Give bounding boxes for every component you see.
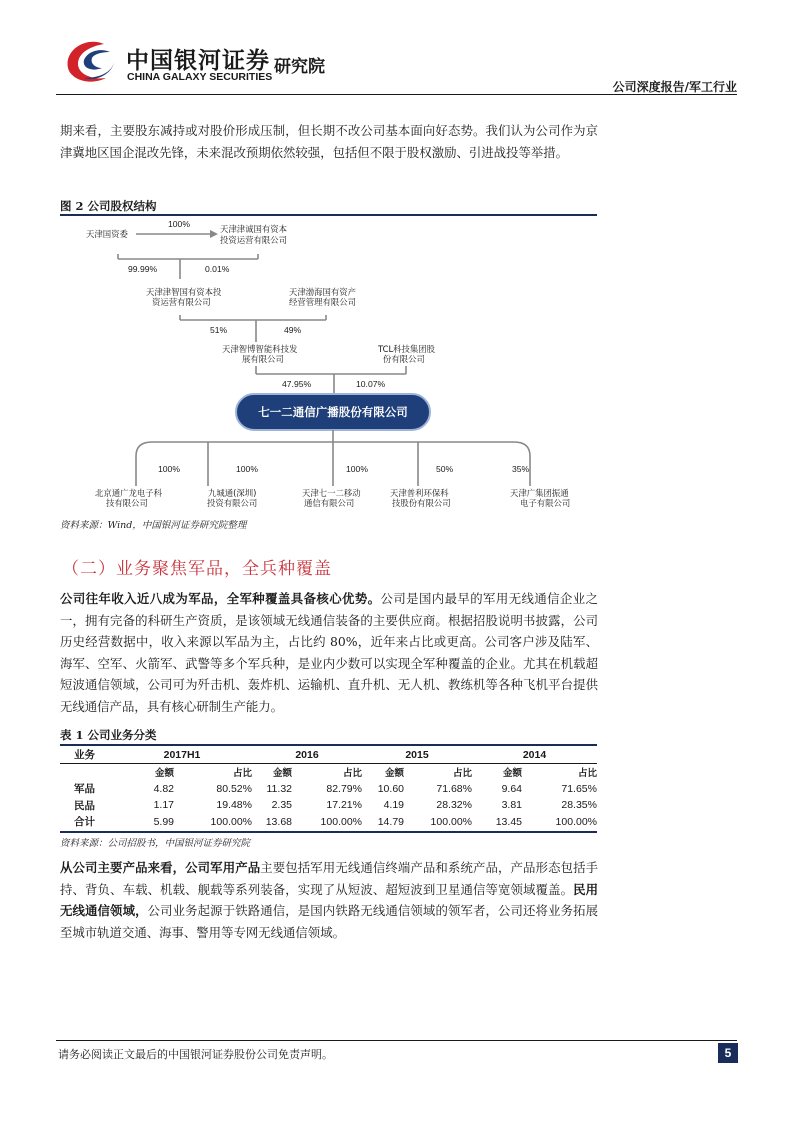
table-source: 资料来源：公司招股书，中国银河证券研究院 <box>60 838 251 849</box>
paragraph-military-revenue <box>60 588 598 717</box>
pct-jincheng-jinzhi: 0.01% <box>205 264 230 274</box>
table-cell: 13.68 <box>265 815 292 828</box>
table-cell: 9.64 <box>501 782 522 795</box>
table-header-years <box>60 746 597 764</box>
paragraph-products <box>60 857 598 943</box>
pct-zhibo-company: 47.95% <box>282 379 312 389</box>
node-jinzhi-line1: 天津津智国有资本投 <box>146 287 222 297</box>
table-cell: 71.68% <box>436 782 472 795</box>
table-header-metrics <box>60 764 597 781</box>
brand-name-cn: 中国银河证券 <box>126 48 270 74</box>
table-cell: 82.79% <box>326 782 362 795</box>
table-row <box>60 781 597 798</box>
node-sub4-line1: 天津普利环保科 <box>390 488 449 498</box>
table-cell: 100.00% <box>210 815 252 828</box>
figure-title: 图 2 公司股权结构 <box>60 199 157 213</box>
header-share: 占比 <box>232 768 252 780</box>
table-cell: 100.00% <box>430 815 472 828</box>
table-cell: 4.19 <box>383 799 404 812</box>
pct-sasac-jincheng: 100% <box>168 219 190 229</box>
paragraph-body: 主要包括军用无线通信终端产品和系统产品，产品形态包括手持、背负、车载、机载、舰载等系列装备，实现了从短波、超短波到卫星通信等宽领域覆盖。 <box>60 860 599 897</box>
arrow-head-icon <box>210 230 218 238</box>
footer-divider <box>56 1040 737 1041</box>
table-cell: 5.99 <box>153 815 174 828</box>
pct-sasac-jinzhi: 99.99% <box>128 264 158 274</box>
pct-bohai-zhibo: 49% <box>284 325 302 335</box>
equity-structure-diagram <box>60 216 600 516</box>
pct-sub1: 100% <box>158 464 180 474</box>
node-sub3-line1: 天津七一二移动 <box>302 488 361 498</box>
table-cell: 100.00% <box>555 815 597 828</box>
node-jincheng-line2: 投资运营有限公司 <box>220 235 287 245</box>
node-bohai-line2: 经营管理有限公司 <box>289 297 356 307</box>
institute-label: 研究院 <box>274 57 325 77</box>
table-rule-bottom <box>60 831 597 833</box>
table-cell: 1.17 <box>153 799 174 812</box>
galaxy-logo-icon <box>62 38 118 86</box>
table-cell: 71.65% <box>561 782 597 795</box>
paragraph-body: 公司是国内最早的军用无线通信企业之一，拥有完备的科研生产资质，是该领域无线通信装备的主要供应商。根据招股说明书披露，公司历史经营数据中，收入来源以军品为主，占比约 80%，近年来占比或更高。公司客户涉及陆军、海军、空军、火箭军、武警等多个军兵种，是业内少数可以实现全军种覆盖的企业。尤其在机载超短波通信领域，公司可为歼击机、轰炸机、运输机、直升机、无人机、教练机等各种飞机平台提供无线通信产品，具有核心研制生产能力。 <box>60 591 599 714</box>
table-cell: 80.52% <box>216 782 252 795</box>
table-cell: 2.35 <box>271 799 292 812</box>
section-title: （二）业务聚焦军品，全兵种覆盖 <box>62 559 332 579</box>
header-share: 占比 <box>577 768 597 780</box>
node-tianjin-sasac: 天津国资委 <box>86 229 128 239</box>
row-label: 民品 <box>74 799 95 812</box>
node-sub5-line2: 电子有限公司 <box>520 498 571 508</box>
table-cell: 3.81 <box>501 799 522 812</box>
table-cell: 4.82 <box>153 782 174 795</box>
node-jinzhi-line2: 资运营有限公司 <box>152 297 211 307</box>
header-year: 2014 <box>472 746 597 764</box>
paragraph-lead: 公司往年收入近八成为军品，全军种覆盖具备核心优势。 <box>60 591 381 606</box>
row-label: 军品 <box>74 783 95 796</box>
header-amount: 金额 <box>502 768 522 780</box>
node-sub1-line1: 北京通广龙电子科 <box>95 488 162 498</box>
pct-sub5: 35% <box>512 464 530 474</box>
header-share: 占比 <box>342 768 362 780</box>
node-jincheng-line1: 天津津诚国有资本 <box>220 224 287 234</box>
node-sub3-line2: 通信有限公司 <box>304 498 355 508</box>
header-business: 业务 <box>60 746 112 764</box>
page-number: 5 <box>718 1043 738 1063</box>
paragraph-intro: 期来看，主要股东减持或对股价形成压制，但长期不改公司基本面向好态势。我们认为公司作为京津冀地区国企混改先锋，未来混改预期依然较强，包括但不限于股权激励、引进战投等举措。 <box>60 123 598 160</box>
footer-disclaimer: 请务必阅读正文最后的中国银河证券股份公司免责声明。 <box>58 1048 333 1061</box>
paragraph-lead: 民用无线通信领域， <box>60 881 598 918</box>
paragraph-lead: 从公司主要产品来看，公司军用产品 <box>60 860 261 875</box>
node-sub4-line2: 技股份有限公司 <box>392 498 451 508</box>
figure-source: 资料来源：Wind，中国银河证券研究院整理 <box>60 520 247 531</box>
header-year: 2015 <box>362 746 472 764</box>
row-label: 合计 <box>74 816 95 829</box>
pct-sub2: 100% <box>236 464 258 474</box>
header-year: 2017H1 <box>112 746 252 764</box>
header-divider <box>56 94 737 95</box>
pct-sub3: 100% <box>346 464 368 474</box>
table-cell: 13.45 <box>495 815 522 828</box>
header-amount: 金额 <box>384 768 404 780</box>
pct-sub4: 50% <box>436 464 454 474</box>
node-tcl-line1: TCL科技集团股 <box>378 344 436 354</box>
pct-tcl-company: 10.07% <box>356 379 386 389</box>
brand-name-en: CHINA GALAXY SECURITIES <box>127 71 273 83</box>
header-amount: 金额 <box>272 768 292 780</box>
node-sub5-line1: 天津广集团振通 <box>510 488 569 498</box>
header-amount: 金额 <box>154 768 174 780</box>
node-sub2-line2: 投资有限公司 <box>207 498 258 508</box>
table-cell: 14.79 <box>377 815 404 828</box>
pct-jinzhi-zhibo: 51% <box>210 325 228 335</box>
table-cell: 10.60 <box>377 782 404 795</box>
node-tcl-line2: 份有限公司 <box>383 354 425 364</box>
table-title: 表 1 公司业务分类 <box>60 728 157 742</box>
node-sub2-line1: 九城通(深圳) <box>208 488 257 498</box>
table-cell: 28.35% <box>561 799 597 812</box>
header-year: 2016 <box>252 746 362 764</box>
paragraph-body: 公司业务起源于铁路通信，是国内铁路无线通信领域的领军者，公司还将业务拓展至城市轨道交通、海事、警用等专网无线通信领域。 <box>60 903 599 940</box>
table-cell: 17.21% <box>326 799 362 812</box>
node-sub1-line2: 技有限公司 <box>106 498 148 508</box>
node-company: 七一二通信广播股份有限公司 <box>258 405 408 419</box>
table-cell: 28.32% <box>436 799 472 812</box>
table-row <box>60 797 597 814</box>
table-row <box>60 814 597 831</box>
node-zhibo-line2: 展有限公司 <box>242 354 284 364</box>
header-share: 占比 <box>452 768 472 780</box>
node-zhibo-line1: 天津智博智能科技发 <box>222 344 298 354</box>
table-cell: 19.48% <box>216 799 252 812</box>
table-cell: 100.00% <box>320 815 362 828</box>
business-table <box>60 746 597 830</box>
report-type: 公司深度报告/军工行业 <box>612 80 737 94</box>
node-bohai-line1: 天津渤海国有资产 <box>289 287 356 297</box>
table-cell: 11.32 <box>266 782 292 795</box>
